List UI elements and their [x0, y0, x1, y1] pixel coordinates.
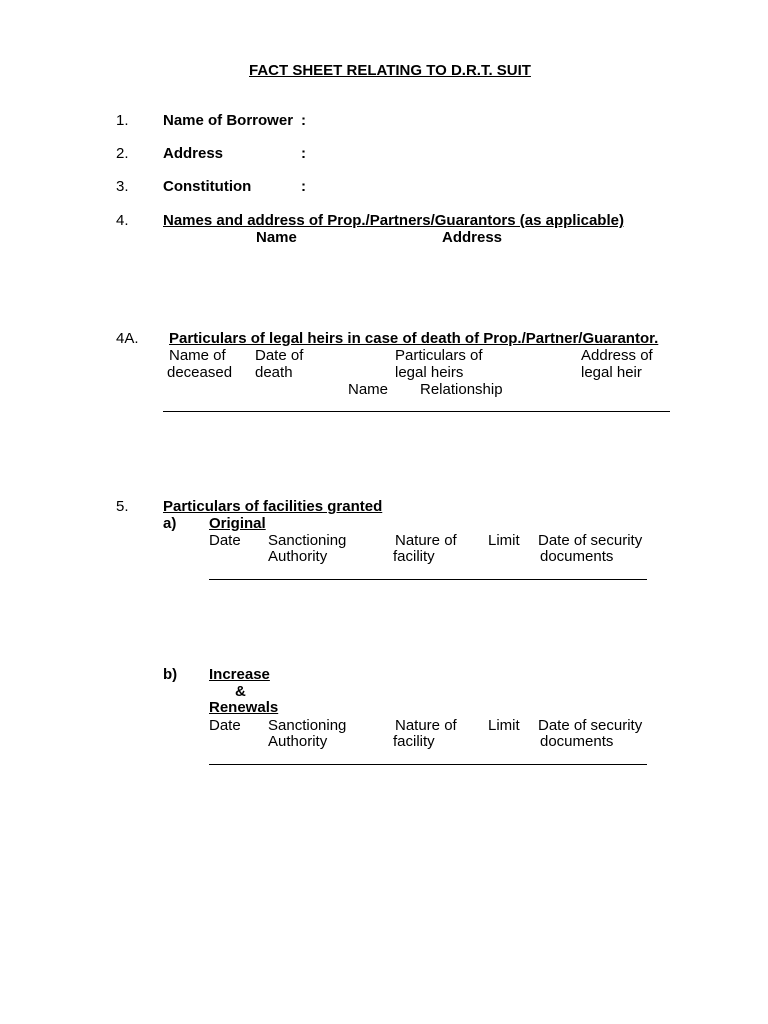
column-header-date-death: death — [255, 364, 293, 381]
label-colon: : — [301, 112, 306, 129]
page-title: FACT SHEET RELATING TO D.R.T. SUIT — [249, 62, 531, 79]
column-header-nature: Nature of — [395, 532, 457, 549]
column-header-sanctioning: Sanctioning — [268, 717, 347, 734]
column-header-security-date: Date of security — [538, 717, 643, 734]
original-heading: Original — [209, 515, 266, 532]
column-header-security-date: documents — [540, 733, 614, 750]
item-number: 2. — [116, 145, 129, 162]
item-number: 4A. — [116, 330, 139, 347]
ampersand: & — [235, 683, 246, 700]
borrower-name-label: Name of Borrower — [163, 112, 294, 129]
item-number: 4. — [116, 212, 129, 229]
subheader-relationship: Relationship — [420, 381, 503, 398]
column-header-limit: Limit — [488, 717, 520, 734]
address-label: Address — [163, 145, 224, 162]
label-colon: : — [301, 145, 306, 162]
legal-heirs-heading: Particulars of legal heirs in case of death of Prop./Partner/Guarantor. — [169, 330, 659, 347]
item-number: 3. — [116, 178, 129, 195]
column-header-nature: Nature of — [395, 717, 457, 734]
item-number: 5. — [116, 498, 129, 515]
column-header-name-deceased: Name of — [169, 347, 226, 364]
column-header-address: Address — [442, 229, 503, 246]
column-header-particulars: legal heirs — [395, 364, 464, 381]
column-header-nature: facility — [393, 733, 435, 750]
sub-item-letter: b) — [163, 666, 178, 683]
facilities-heading: Particulars of facilities granted — [163, 498, 383, 515]
column-header-name: Name — [256, 229, 297, 246]
column-header-sanctioning: Authority — [268, 733, 328, 750]
increase-heading: Increase — [209, 666, 270, 683]
column-header-heir-address: legal heir — [581, 364, 642, 381]
sub-item-letter: a) — [163, 515, 177, 532]
divider-line — [209, 764, 647, 765]
column-header-security-date: documents — [540, 548, 614, 565]
divider-line — [209, 579, 647, 580]
renewals-heading: Renewals — [209, 699, 279, 716]
constitution-label: Constitution — [163, 178, 252, 195]
column-header-date: Date — [209, 717, 241, 734]
column-header-limit: Limit — [488, 532, 520, 549]
column-header-security-date: Date of security — [538, 532, 643, 549]
guarantors-heading: Names and address of Prop./Partners/Guarantors (as applicable) — [163, 212, 624, 229]
divider-line — [163, 411, 670, 412]
column-header-nature: facility — [393, 548, 435, 565]
subheader-name: Name — [348, 381, 389, 398]
column-header-date: Date — [209, 532, 241, 549]
item-number: 1. — [116, 112, 129, 129]
column-header-particulars: Particulars of — [395, 347, 483, 364]
column-header-heir-address: Address of — [581, 347, 653, 364]
column-header-date-death: Date of — [255, 347, 304, 364]
column-header-sanctioning: Authority — [268, 548, 328, 565]
column-header-sanctioning: Sanctioning — [268, 532, 347, 549]
label-colon: : — [301, 178, 306, 195]
column-header-name-deceased: deceased — [167, 364, 233, 381]
